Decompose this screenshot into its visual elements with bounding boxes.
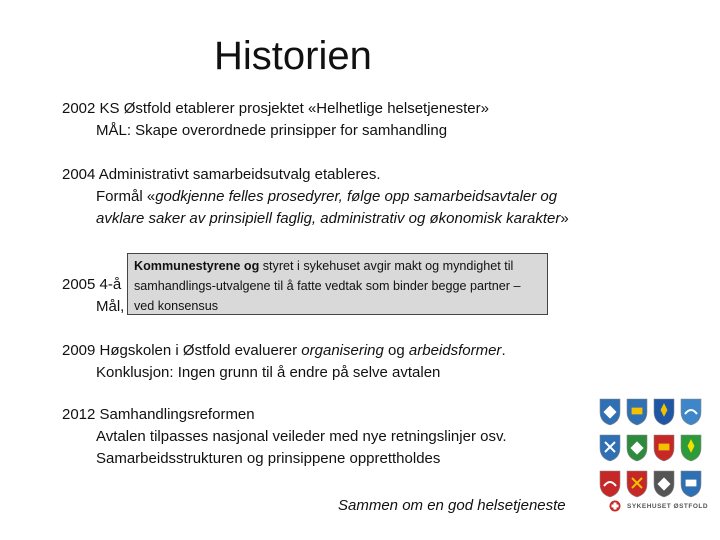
callout-bold: Kommunestyrene og xyxy=(134,259,260,273)
entry-2012-sub1: Avtalen tilpasses nasjonal veileder med nye retningslinjer osv. xyxy=(96,428,507,445)
entry-2009-sub: Konklusjon: Ingen grunn til å endre på selve avtalen xyxy=(96,364,441,381)
entry-2002-sub: MÅL: Skape overordnede prinsipper for samhandling xyxy=(96,122,448,139)
crest-4-icon xyxy=(680,398,702,426)
callout-text: styret i sykehuset avgir makt og myndighet til samhandlings-utvalgene til å fatte vedtak som binder begge partner – ved konsensus xyxy=(134,259,521,313)
crest-8-icon xyxy=(680,434,702,462)
page-title: Historien xyxy=(214,34,372,78)
entry-2012-head: 2012 Samhandlingsreformen xyxy=(62,406,255,423)
entry-2004 xyxy=(62,164,602,230)
crest-9-icon xyxy=(599,470,621,498)
callout-box xyxy=(127,253,548,315)
crest-2-icon xyxy=(626,398,648,426)
entry-2009-head xyxy=(62,340,506,362)
crest-1-icon xyxy=(599,398,621,426)
entry-2002 xyxy=(62,98,489,142)
entry-2004-sub xyxy=(62,186,602,230)
entry-2004-sub-prefix: Formål « xyxy=(96,188,156,205)
municipal-crests xyxy=(599,398,703,498)
entry-2005-head: 2005 4-å xyxy=(62,276,122,293)
entry-2009-prefix: 2009 Høgskolen i Østfold evaluerer xyxy=(62,342,302,359)
crest-3-icon xyxy=(653,398,675,426)
crest-10-icon xyxy=(626,470,648,498)
hospital-logo-mark-icon xyxy=(606,500,624,512)
entry-2009-italic1: organisering xyxy=(301,342,384,359)
tagline: Sammen om en god helsetjeneste xyxy=(338,497,566,514)
crest-12-icon xyxy=(680,470,702,498)
entry-2004-head: 2004 Administrativt samarbeidsutvalg etableres. xyxy=(62,166,381,183)
entry-2009-italic2: arbeidsformer xyxy=(408,342,502,359)
crest-6-icon xyxy=(626,434,648,462)
crest-7-icon xyxy=(653,434,675,462)
crest-11-icon xyxy=(653,470,675,498)
entry-2009-mid: og xyxy=(383,342,409,359)
entry-2009-suffix: . xyxy=(501,342,506,359)
hospital-logo xyxy=(606,500,708,512)
entry-2012-sub2: Samarbeidsstrukturen og prinsippene opprettholdes xyxy=(96,450,441,467)
entry-2012 xyxy=(62,404,507,470)
entry-2009 xyxy=(62,340,506,384)
entry-2005-sub: Mål, xyxy=(96,298,125,315)
entry-2005 xyxy=(62,274,124,318)
entry-2002-head: 2002 KS Østfold etablerer prosjektet «Helhetlige helsetjenester» xyxy=(62,100,489,117)
hospital-logo-text: SYKEHUSET ØSTFOLD xyxy=(627,502,709,510)
entry-2004-sub-suffix: » xyxy=(560,210,569,227)
entry-2004-sub-italic: godkjenne felles prosedyrer, følge opp samarbeidsavtaler og avklare saker av prinsipiell faglig, administrativ og økonomisk karakter xyxy=(96,188,561,227)
crest-5-icon xyxy=(599,434,621,462)
